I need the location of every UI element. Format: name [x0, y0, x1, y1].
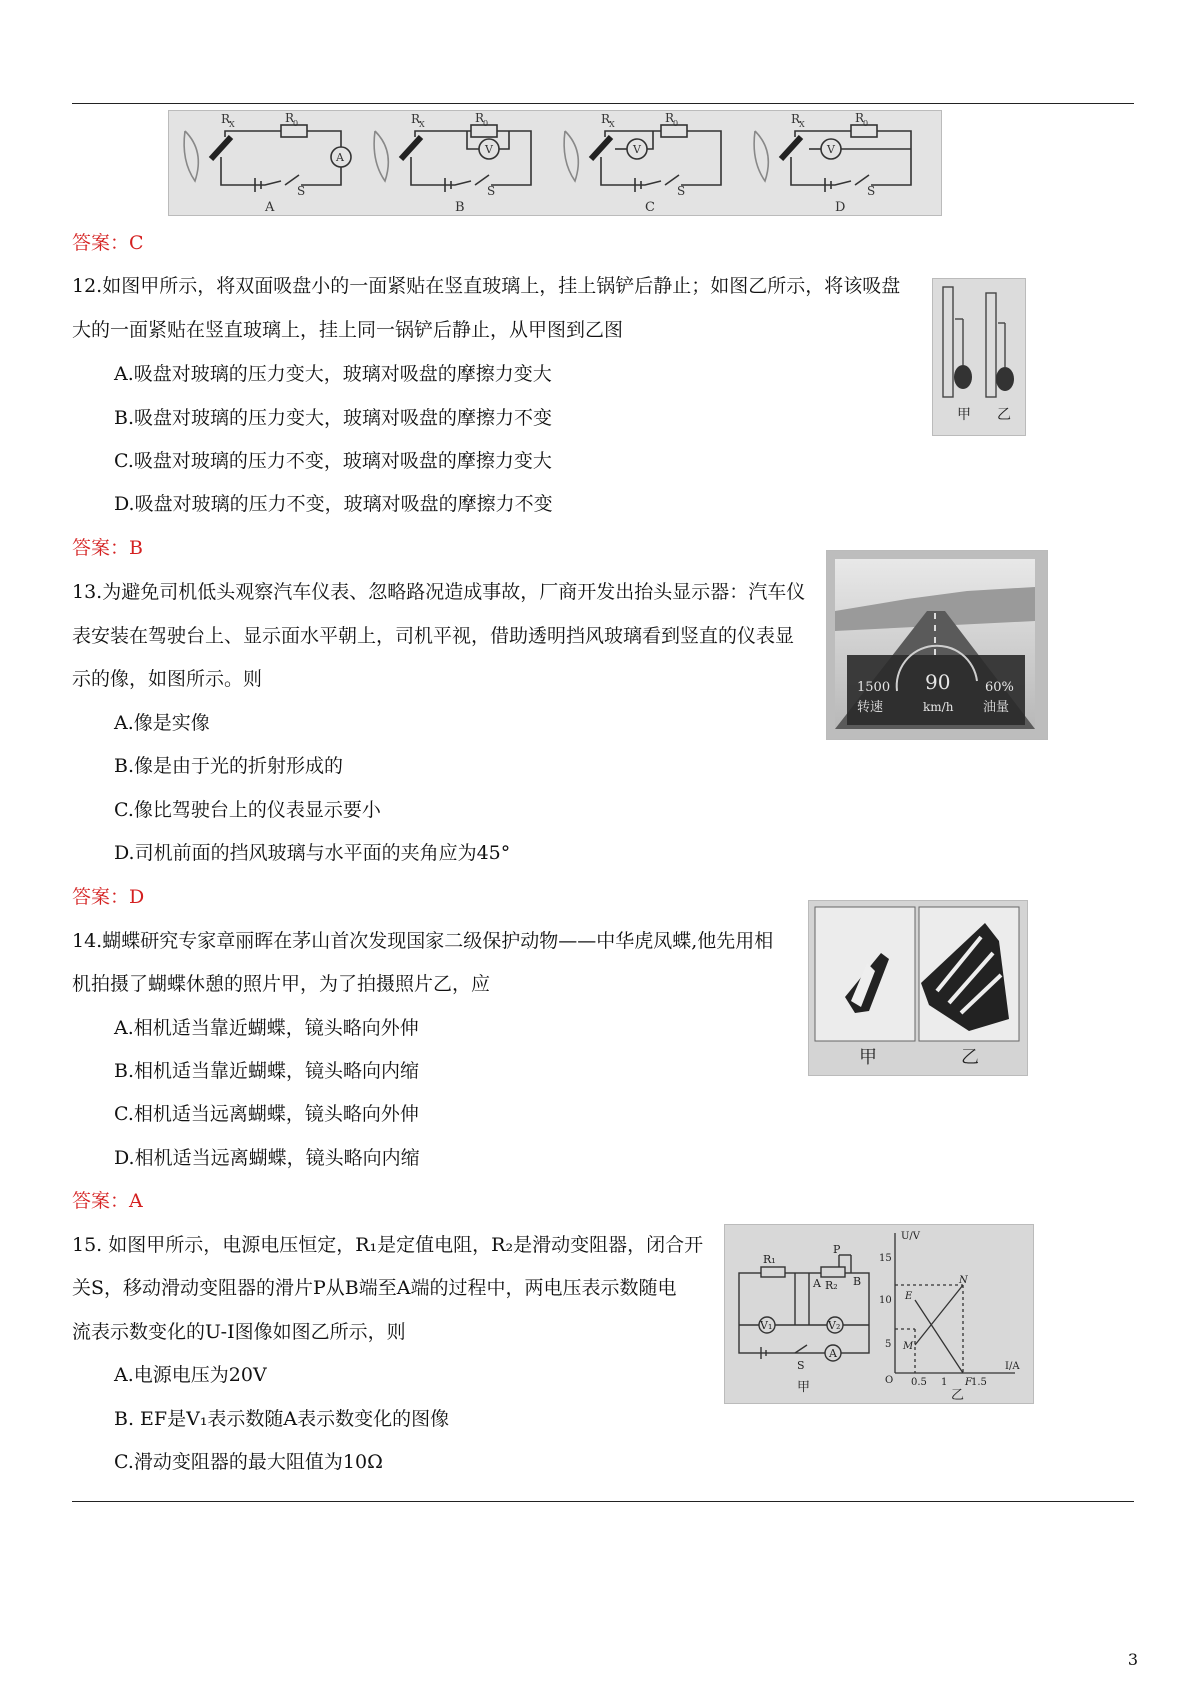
page-number: 3	[1127, 1650, 1138, 1669]
q15-option-b: B. EF是V₁表示数随A表示数变化的图像	[114, 1408, 450, 1430]
q14-option-d: D.相机适当远离蝴蝶，镜头略向内缩	[114, 1147, 420, 1169]
q12-option-c: C.吸盘对玻璃的压力不变，玻璃对吸盘的摩擦力变大	[114, 450, 552, 472]
graph-y-label: U/V	[901, 1231, 921, 1242]
suction-cup-figure	[932, 278, 1026, 436]
rx-label-option-b: R	[411, 112, 421, 126]
header-rule	[72, 103, 1134, 104]
q12-option-d: D.吸盘对玻璃的压力不变，玻璃对吸盘的摩擦力不变	[114, 493, 553, 515]
butterfly-photos	[808, 900, 1028, 1076]
hud-rpm-label: 转速	[857, 700, 884, 715]
hud-unit: km/h	[923, 700, 954, 714]
butterfly-label-yi: 乙	[961, 1047, 979, 1068]
rx-sub-label-option-d: X	[799, 120, 805, 129]
q15-stem-line3: 流表示数变化的U-I图像如图乙所示，则	[72, 1321, 406, 1343]
q13-stem-line1: 13.为避免司机低头观察汽车仪表、忽略路况造成事故，厂商开发出抬头显示器：汽车仪	[72, 581, 806, 603]
graph-y-tick-15: 15	[879, 1253, 892, 1264]
q14-option-c: C.相机适当远离蝴蝶，镜头略向外伸	[114, 1103, 419, 1125]
q15-circuit-and-graph	[724, 1224, 1034, 1404]
switch-label-option-a: S	[297, 184, 306, 198]
answer-q11: 答案：C	[72, 232, 144, 254]
hud-speed: 90	[925, 670, 951, 694]
circuit-label-v2: V₂	[828, 1319, 841, 1332]
option-letter-b: B	[455, 200, 465, 215]
circuit-label-r1: R₁	[763, 1253, 776, 1266]
hud-photo	[826, 550, 1048, 740]
graph-x-tick-05: 0.5	[911, 1377, 927, 1388]
q13-option-d: D.司机前面的挡风玻璃与水平面的夹角应为45°	[114, 842, 511, 864]
option-letter-a: A	[265, 200, 275, 215]
q13-option-a: A.像是实像	[114, 712, 210, 734]
butterfly-label-jia: 甲	[859, 1047, 877, 1068]
hud-rpm: 1500	[857, 680, 891, 695]
r0-label-option-d: R	[855, 111, 865, 125]
graph-caption: 乙	[951, 1388, 965, 1403]
switch-label-option-b: S	[487, 184, 496, 198]
graph-point-f: F	[965, 1377, 972, 1388]
rx-label-option-c: R	[601, 112, 611, 126]
q13-option-b: B.像是由于光的折射形成的	[114, 755, 344, 777]
q14-option-b: B.相机适当靠近蝴蝶，镜头略向内缩	[114, 1060, 420, 1082]
q14-option-a: A.相机适当靠近蝴蝶，镜头略向外伸	[114, 1017, 419, 1039]
r0-sub-label-option-a: 0	[293, 119, 299, 128]
circuit-label-r2: R₂	[825, 1279, 838, 1292]
r0-sub-label-option-d: 0	[863, 119, 869, 128]
circuit-label-b: B	[853, 1275, 862, 1288]
circuit-label-p: P	[833, 1243, 841, 1256]
graph-point-n: N	[959, 1275, 968, 1286]
q12-option-a: A.吸盘对玻璃的压力变大，玻璃对吸盘的摩擦力变大	[114, 363, 552, 385]
rx-sub-label-option-a: X	[229, 120, 235, 129]
q15-option-a: A.电源电压为20V	[114, 1364, 267, 1386]
circuit-label-ammeter: A	[829, 1347, 837, 1360]
q14-stem-line1: 14.蝴蝶研究专家章丽晖在茅山首次发现国家二级保护动物——中华虎凤蝶,他先用相	[72, 930, 774, 952]
voltmeter-label-option-c: V	[633, 143, 641, 156]
graph-x-label: I/A	[1005, 1361, 1020, 1372]
ammeter-label-option-a: A	[336, 151, 344, 164]
graph-point-e: E	[905, 1291, 913, 1302]
suction-label-jia: 甲	[957, 407, 971, 423]
graph-point-m: M	[903, 1341, 914, 1352]
voltmeter-label-option-b: V	[485, 143, 493, 156]
graph-x-tick-15: 1.5	[971, 1377, 987, 1388]
switch-label-option-d: S	[867, 184, 876, 198]
q12-option-b: B.吸盘对玻璃的压力变大，玻璃对吸盘的摩擦力不变	[114, 407, 553, 429]
footer-rule	[72, 1501, 1134, 1502]
q15-stem-line2: 关S，移动滑动变阻器的滑片P从B端至A端的过程中，两电压表示数随电	[72, 1277, 677, 1299]
answer-q13: 答案：D	[72, 886, 145, 908]
r0-label-option-b: R	[475, 111, 485, 125]
switch-label-option-c: S	[677, 184, 686, 198]
circuit-options-figure	[168, 110, 942, 216]
q12-stem-line1: 12.如图甲所示，将双面吸盘小的一面紧贴在竖直玻璃上，挂上锅铲后静止；如图乙所示，将该吸盘	[72, 275, 901, 297]
suction-label-yi: 乙	[997, 407, 1011, 423]
q14-stem-line2: 机拍摄了蝴蝶休憩的照片甲，为了拍摄照片乙，应	[72, 973, 491, 995]
circuit-label-a: A	[813, 1277, 821, 1290]
answer-q14: 答案：A	[72, 1190, 143, 1212]
circuit-label-v1: V₁	[760, 1319, 773, 1332]
rx-label-option-d: R	[791, 112, 801, 126]
r0-sub-label-option-b: 0	[483, 119, 489, 128]
circuit-caption: 甲	[797, 1380, 811, 1395]
q13-option-c: C.像比驾驶台上的仪表显示要小	[114, 799, 381, 821]
graph-x-tick-1: 1	[941, 1377, 948, 1388]
graph-y-tick-5: 5	[885, 1339, 892, 1350]
r0-sub-label-option-c: 0	[673, 119, 679, 128]
rx-sub-label-option-b: X	[419, 120, 425, 129]
option-letter-c: C	[645, 200, 655, 215]
answer-q12: 答案：B	[72, 537, 143, 559]
q13-stem-line3: 示的像，如图所示。则	[72, 668, 263, 690]
graph-origin: O	[885, 1375, 894, 1386]
q15-stem-line1: 15. 如图甲所示，电源电压恒定，R₁是定值电阻，R₂是滑动变阻器，闭合开	[72, 1234, 704, 1256]
r0-label-option-c: R	[665, 111, 675, 125]
q15-option-c: C.滑动变阻器的最大阻值为10Ω	[114, 1451, 383, 1473]
rx-sub-label-option-c: X	[609, 120, 615, 129]
q12-stem-line2: 大的一面紧贴在竖直玻璃上，挂上同一锅铲后静止，从甲图到乙图	[72, 319, 624, 341]
hud-fuel-label: 油量	[983, 700, 1010, 715]
rx-label-option-a: R	[221, 112, 231, 126]
q13-stem-line2: 表安装在驾驶台上、显示面水平朝上，司机平视，借助透明挡风玻璃看到竖直的仪表显	[72, 625, 795, 647]
graph-y-tick-10: 10	[879, 1295, 892, 1306]
hud-fuel: 60%	[985, 680, 1014, 695]
option-letter-d: D	[835, 200, 846, 215]
circuit-label-s: S	[797, 1359, 805, 1372]
voltmeter-label-option-d: V	[827, 143, 835, 156]
r0-label-option-a: R	[285, 111, 295, 125]
